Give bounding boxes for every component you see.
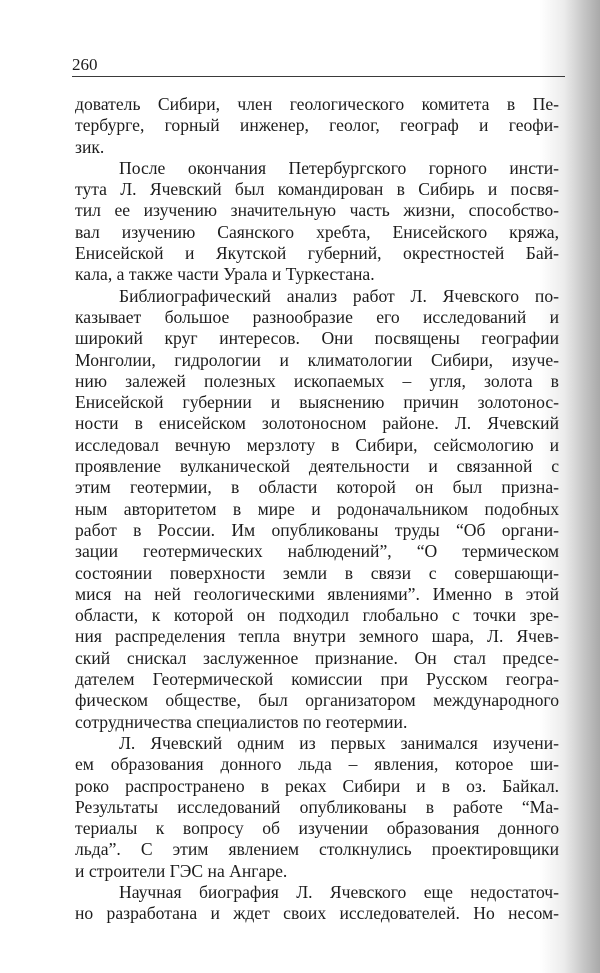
text-line: ности в енисейском золотоносном районе. Л. Ячевский xyxy=(75,413,559,434)
text-line: проявление вулканической деятельности и связанной с xyxy=(75,456,559,477)
text-line: широкий круг интересов. Они посвящены географии xyxy=(75,328,559,349)
running-header xyxy=(72,50,565,77)
text-line: сотрудничества специалистов по геотермии. xyxy=(75,711,408,732)
text-line: мися на ней геологическими явлениями”. Именно в этой xyxy=(75,583,559,604)
text-line: тербурге, горный инженер, геолог, географ и геофи- xyxy=(75,115,559,136)
paragraph xyxy=(75,733,559,882)
text-line: кала, а также части Урала и Туркестана. xyxy=(75,264,375,285)
text-line: ем образования донного льда – явления, которое ши- xyxy=(75,754,559,775)
text-line: Научная биография Л. Ячевского еще недостаточ- xyxy=(119,881,559,902)
text-line: роко распространено в реках Сибири и в оз. Байкал. xyxy=(75,775,559,796)
text-line: ский снискал заслуженное признание. Он стал предсе- xyxy=(75,647,559,668)
text-line: но разработана и ждет своих исследователей. Но несом- xyxy=(75,903,559,924)
text-line: Енисейской губернии и выяснению причин золотонос- xyxy=(75,392,559,413)
text-line: области, к которой он подходил глобально с точки зре- xyxy=(75,605,559,626)
text-line: Монголии, гидрологии и климатологии Сибири, изуче- xyxy=(75,349,559,370)
text-line: фическом обществе, был организатором международного xyxy=(75,690,559,711)
text-line: зик. xyxy=(75,136,105,157)
text-line: тил ее изучению значительную часть жизни, способство- xyxy=(75,200,559,221)
text-line: исследовал вечную мерзлоту в Сибири, сейсмологию и xyxy=(75,434,559,455)
paragraph xyxy=(75,158,559,286)
text-line: казывает большое разнообразие его исследований и xyxy=(75,306,559,327)
paragraph xyxy=(75,286,559,733)
page-body-text xyxy=(75,94,559,925)
text-line: После окончания Петербургского горного инсти- xyxy=(119,157,559,178)
text-line: ния распределения тепла внутри земного шара, Л. Ячев- xyxy=(75,626,559,647)
text-line: зации геотермических наблюдений”, “О термическом xyxy=(75,541,559,562)
text-line: нию залежей полезных ископаемых – угля, золота в xyxy=(75,370,559,391)
text-line: Л. Ячевский одним из первых занимался изучени- xyxy=(119,732,559,753)
text-line: Библиографический анализ работ Л. Ячевского по- xyxy=(119,285,559,306)
text-line: Енисейской и Якутской губерний, окрестностей Бай- xyxy=(75,243,559,264)
text-line: работ в России. Им опубликованы труды “Об органи- xyxy=(75,519,559,540)
paragraph xyxy=(75,94,559,158)
text-line: состоянии поверхности земли в связи с совершающи- xyxy=(75,562,559,583)
text-line: и строители ГЭС на Ангаре. xyxy=(75,860,288,881)
text-line: ным авторитетом в мире и родоначальником подобных xyxy=(75,498,559,519)
text-line: дателем Геотермической комиссии при Русском геогра- xyxy=(75,669,559,690)
text-line: Результаты исследований опубликованы в работе “Ма- xyxy=(75,796,559,817)
paragraph xyxy=(75,882,559,925)
page-number: 260 xyxy=(72,55,98,74)
text-line: дователь Сибири, член геологического комитета в Пе- xyxy=(75,94,559,114)
text-line: этим геотермии, в области которой он был призна- xyxy=(75,477,559,498)
text-line: тута Л. Ячевский был командирован в Сибирь и посвя- xyxy=(75,179,559,200)
text-line: вал изучению Саянского хребта, Енисейского кряжа, xyxy=(75,221,559,242)
text-line: льда”. С этим явлением столкнулись проектировщики xyxy=(75,839,559,860)
text-line: териалы к вопросу об изучении образования донного xyxy=(75,818,559,839)
